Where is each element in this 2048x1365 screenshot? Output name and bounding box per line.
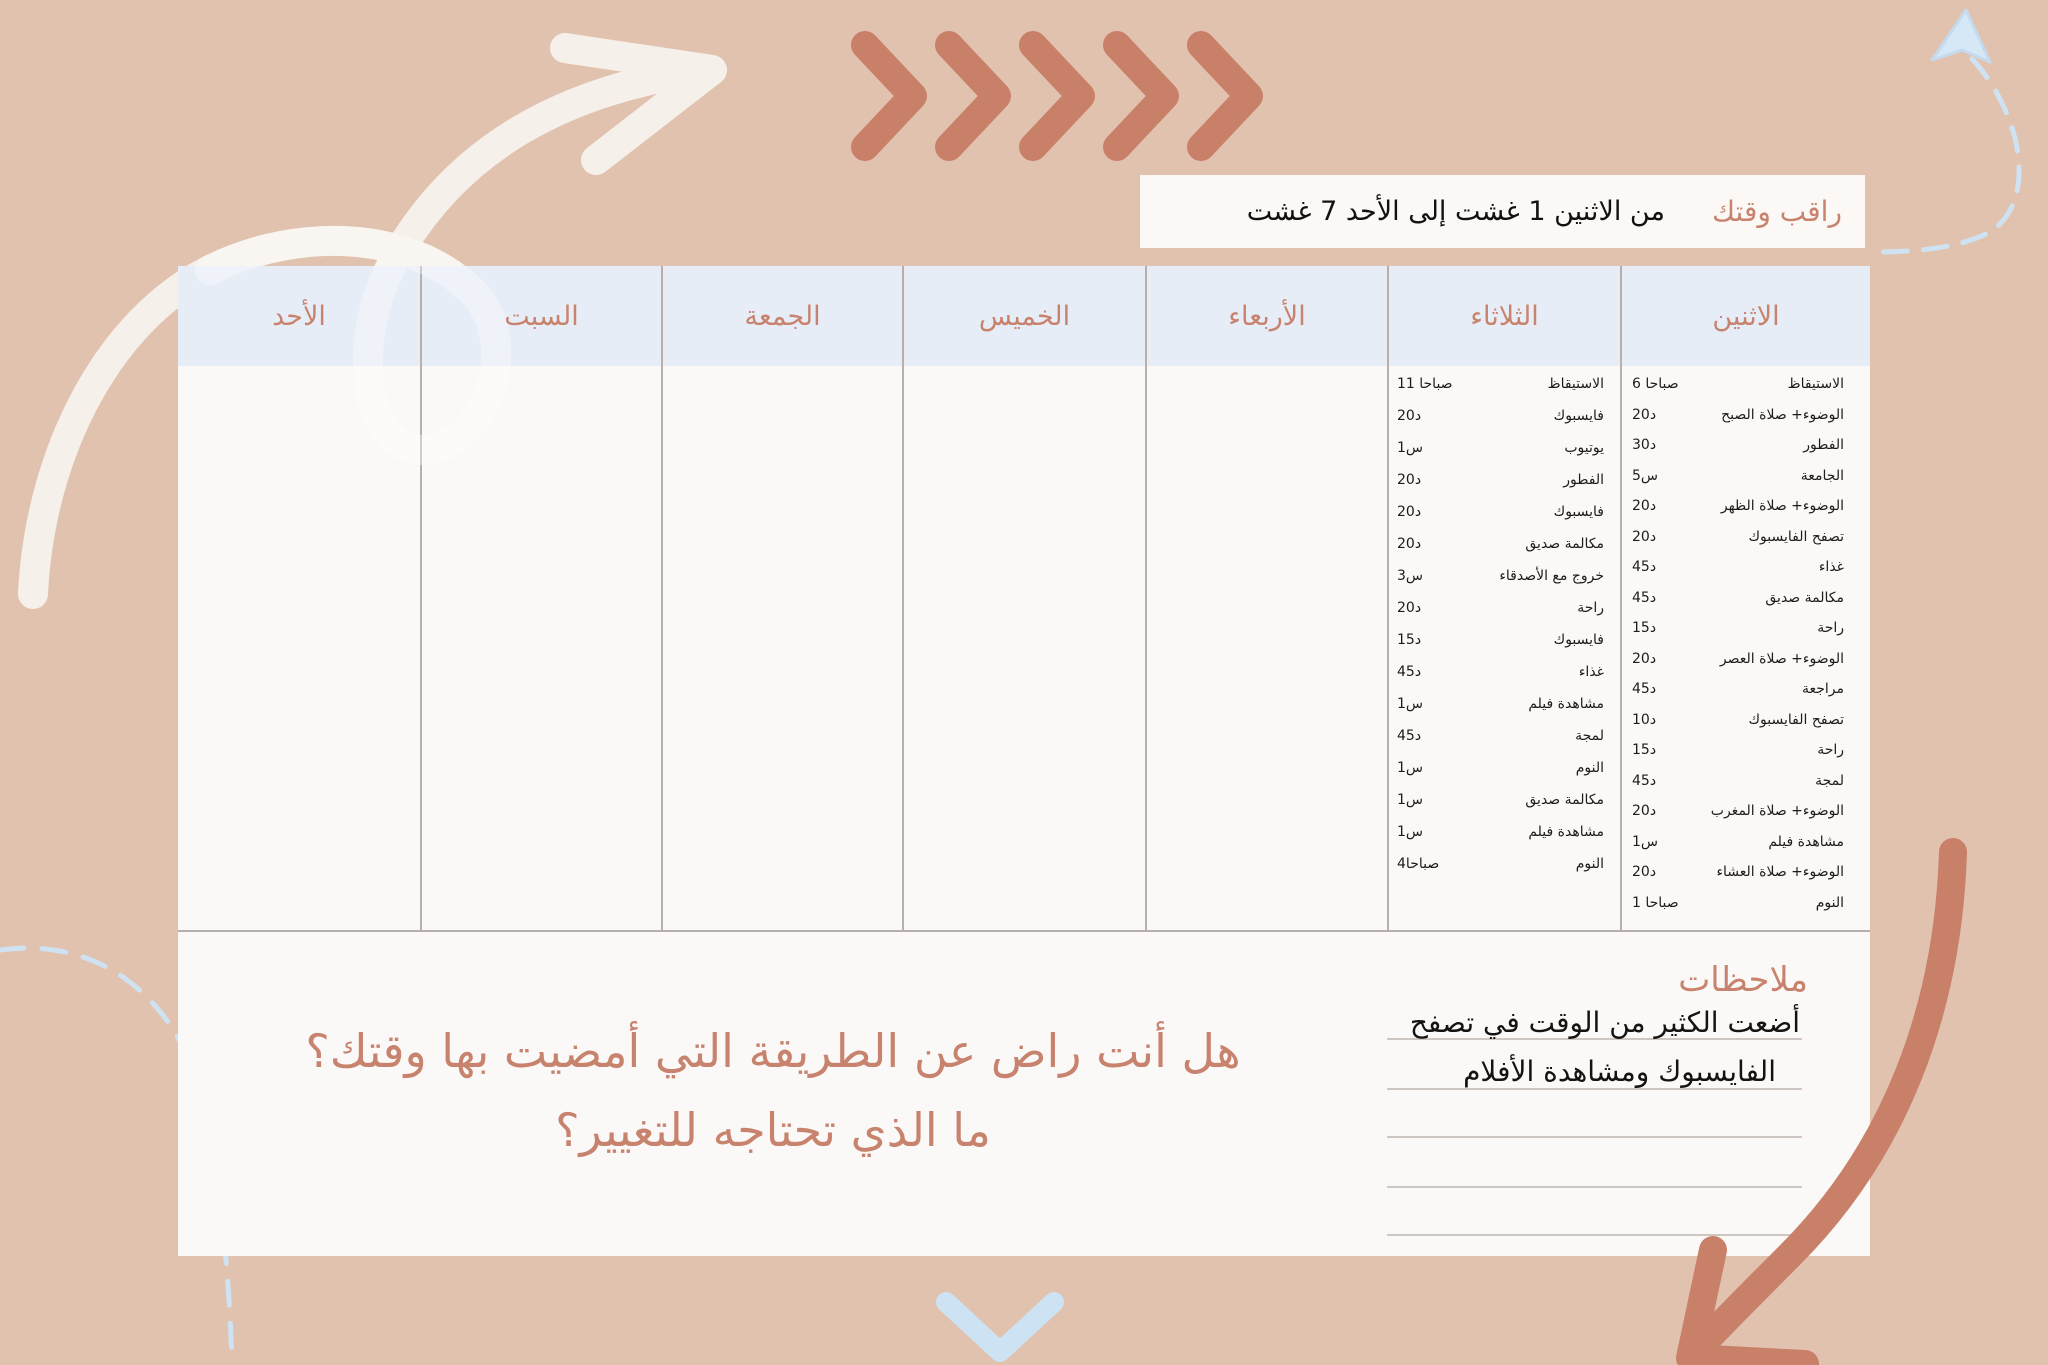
- chevron-right-icon: [1201, 45, 1249, 147]
- schedule-entry: [1397, 528, 1604, 560]
- entry-duration: 11 صباحا: [1397, 376, 1453, 392]
- entry-activity: لمجة: [1815, 772, 1844, 789]
- reflection-area: [178, 930, 1870, 1256]
- schedule-entry: [1632, 796, 1844, 827]
- schedule-entry: [1632, 766, 1844, 797]
- chevron-right-icon: [949, 45, 997, 147]
- chevron-row: [865, 45, 1249, 147]
- entry-duration: 1س: [1397, 696, 1424, 712]
- schedule-entry: [1397, 624, 1604, 656]
- day-header: [178, 266, 420, 366]
- schedule-entry: [1397, 464, 1604, 496]
- day-name: الخميس: [978, 300, 1071, 332]
- entry-duration: 20د: [1397, 600, 1422, 616]
- entry-duration: 20د: [1632, 803, 1657, 820]
- entry-duration: 6 صباحا: [1632, 376, 1679, 393]
- entry-duration: 1س: [1397, 824, 1424, 840]
- schedule-entry: [1632, 430, 1844, 461]
- entry-activity: الجامعة: [1800, 467, 1844, 484]
- date-range: من الاثنين 1 غشت إلى الأحد 7 غشت: [1246, 196, 1665, 227]
- entry-activity: راحة: [1817, 620, 1844, 637]
- entry-activity: مشاهدة فيلم: [1528, 696, 1604, 712]
- entry-activity: النوم: [1575, 760, 1604, 776]
- entry-activity: غذاء: [1818, 559, 1844, 576]
- entry-duration: 45د: [1632, 589, 1657, 606]
- entry-duration: 1س: [1632, 833, 1659, 850]
- schedule-entry: [1632, 522, 1844, 553]
- dashed-arrow-blue-icon: [1868, 59, 2019, 252]
- schedule-entry: [1632, 613, 1844, 644]
- schedule-entry: [1397, 816, 1604, 848]
- entry-duration: 15د: [1632, 742, 1657, 759]
- day-header: [663, 266, 902, 366]
- entry-duration: 20د: [1632, 650, 1657, 667]
- chevron-right-icon: [1117, 45, 1165, 147]
- entry-activity: الاستيقاظ: [1787, 376, 1844, 393]
- schedule-entry: [1632, 461, 1844, 492]
- entry-activity: غذاء: [1578, 664, 1604, 680]
- entry-duration: 20د: [1397, 536, 1422, 552]
- notes-rule-line: [1387, 1136, 1802, 1138]
- day-entries: [178, 366, 420, 930]
- day-entries: [1389, 366, 1620, 930]
- entry-activity: راحة: [1577, 600, 1604, 616]
- entry-activity: مكالمة صديق: [1525, 536, 1604, 552]
- day-entries: [422, 366, 661, 930]
- entry-duration: 5س: [1632, 467, 1659, 484]
- day-name: الثلاثاء: [1470, 300, 1539, 332]
- entry-activity: خروج مع الأصدقاء: [1499, 568, 1604, 584]
- schedule-entry: [1397, 656, 1604, 688]
- entry-activity: الفطور: [1563, 472, 1604, 488]
- page-title: راقب وقتك: [1711, 195, 1842, 228]
- entry-activity: يوتيوب: [1564, 440, 1604, 456]
- schedule-entry: [1632, 491, 1844, 522]
- day-column-sunday: [178, 266, 420, 930]
- entry-duration: 15د: [1632, 620, 1657, 637]
- schedule-entry: [1632, 674, 1844, 705]
- schedule-entry: [1632, 369, 1844, 400]
- reflection-question: هل أنت راض عن الطريقة التي أمضيت بها وقتك؟: [305, 1024, 1241, 1078]
- schedule-entry: [1397, 560, 1604, 592]
- schedule-entry: [1397, 400, 1604, 432]
- notes-rule-line: [1387, 1234, 1802, 1236]
- schedule-entry: [1397, 592, 1604, 624]
- note-text: أضعت الكثير من الوقت في تصفح: [1409, 1006, 1800, 1039]
- entry-activity: الوضوء+ صلاة العصر: [1719, 650, 1844, 667]
- day-header: [904, 266, 1145, 366]
- entry-activity: مكالمة صديق: [1765, 589, 1844, 606]
- day-header: [422, 266, 661, 366]
- day-header: [1622, 266, 1870, 366]
- schedule-entry: [1397, 720, 1604, 752]
- entry-duration: 45د: [1632, 559, 1657, 576]
- entry-activity: فايسبوك: [1553, 504, 1604, 520]
- schedule-entry: [1397, 496, 1604, 528]
- entry-activity: مشاهدة فيلم: [1768, 833, 1844, 850]
- schedule-entry: [1397, 688, 1604, 720]
- entry-activity: راحة: [1817, 742, 1844, 759]
- entry-activity: الاستيقاظ: [1547, 376, 1604, 392]
- schedule-entry: [1632, 827, 1844, 858]
- schedule-entry: [1632, 857, 1844, 888]
- header-bar: [1140, 175, 1865, 248]
- day-name: الاثنين: [1712, 300, 1780, 332]
- entry-activity: مكالمة صديق: [1525, 792, 1604, 808]
- entry-duration: 45د: [1397, 728, 1422, 744]
- day-name: الأربعاء: [1228, 300, 1306, 332]
- day-entries: [904, 366, 1145, 930]
- schedule-entry: [1632, 888, 1844, 919]
- schedule-entry: [1632, 644, 1844, 675]
- arrowhead-brown-icon: [1690, 1250, 1805, 1364]
- schedule-entry: [1397, 752, 1604, 784]
- entry-duration: 1س: [1397, 760, 1424, 776]
- schedule-entry: [1397, 848, 1604, 880]
- schedule-entry: [1632, 400, 1844, 431]
- notes-rule-line: [1387, 1186, 1802, 1188]
- day-name: السبت: [504, 300, 579, 332]
- schedule-entry: [1397, 368, 1604, 400]
- entry-activity: مراجعة: [1801, 681, 1844, 698]
- entry-activity: فايسبوك: [1553, 632, 1604, 648]
- entry-duration: 20د: [1397, 472, 1422, 488]
- day-column-monday: [1620, 266, 1870, 930]
- entry-duration: 45د: [1632, 772, 1657, 789]
- entry-duration: 20د: [1632, 528, 1657, 545]
- day-column-tuesday: [1387, 266, 1620, 930]
- entry-activity: مشاهدة فيلم: [1528, 824, 1604, 840]
- entry-duration: 30د: [1632, 437, 1657, 454]
- entry-duration: 1 صباحا: [1632, 894, 1679, 911]
- entry-duration: 15د: [1397, 632, 1422, 648]
- entry-duration: 20د: [1632, 406, 1657, 423]
- entry-duration: 10د: [1632, 711, 1657, 728]
- schedule-entry: [1397, 432, 1604, 464]
- schedule-entry: [1632, 705, 1844, 736]
- schedule-entry: [1397, 784, 1604, 816]
- reflection-question: ما الذي تحتاجه للتغيير؟: [555, 1103, 991, 1157]
- day-name: الجمعة: [744, 300, 821, 332]
- entry-activity: الفطور: [1803, 437, 1844, 454]
- weekly-planner-table: [178, 266, 1870, 1256]
- day-name: الأحد: [272, 300, 326, 332]
- day-column-friday: [661, 266, 902, 930]
- day-header: [1147, 266, 1387, 366]
- entry-duration: 20د: [1397, 408, 1422, 424]
- day-entries: [1622, 366, 1870, 930]
- entry-duration: 1س: [1397, 792, 1424, 808]
- entry-activity: تصفح الفايسبوك: [1748, 711, 1844, 728]
- note-text: الفايسبوك ومشاهدة الأفلام: [1463, 1055, 1776, 1088]
- chevron-down-icon: [946, 1302, 1054, 1352]
- entry-duration: 1س: [1397, 440, 1424, 456]
- entry-duration: 45د: [1632, 681, 1657, 698]
- entry-activity: الوضوء+ صلاة الصبح: [1721, 406, 1844, 423]
- entry-duration: 20د: [1397, 504, 1422, 520]
- day-header: [1389, 266, 1620, 366]
- notes-title: ملاحظات: [1678, 960, 1808, 1000]
- entry-duration: 20د: [1632, 864, 1657, 881]
- day-entries: [1147, 366, 1387, 930]
- entry-duration: 20د: [1632, 498, 1657, 515]
- day-column-saturday: [420, 266, 661, 930]
- chevron-right-icon: [865, 45, 913, 147]
- chevron-right-icon: [1033, 45, 1081, 147]
- entry-activity: الوضوء+ صلاة الظهر: [1720, 498, 1844, 515]
- day-column-wednesday: [1145, 266, 1387, 930]
- days-grid: [178, 266, 1870, 930]
- entry-activity: الوضوء+ صلاة العشاء: [1716, 864, 1844, 881]
- schedule-entry: [1632, 552, 1844, 583]
- entry-duration: 45د: [1397, 664, 1422, 680]
- entry-activity: الوضوء+ صلاة المغرب: [1710, 803, 1844, 820]
- entry-activity: لمجة: [1575, 728, 1604, 744]
- arrowhead-blue-icon: [1932, 10, 1990, 62]
- schedule-entry: [1632, 735, 1844, 766]
- entry-activity: النوم: [1575, 856, 1604, 872]
- entry-activity: فايسبوك: [1553, 408, 1604, 424]
- entry-activity: النوم: [1815, 894, 1844, 911]
- schedule-entry: [1632, 583, 1844, 614]
- day-column-thursday: [902, 266, 1145, 930]
- arrowhead-white-icon: [565, 48, 712, 160]
- entry-duration: 3س: [1397, 568, 1424, 584]
- entry-duration: 4صباحا: [1397, 856, 1440, 872]
- entry-activity: تصفح الفايسبوك: [1748, 528, 1844, 545]
- day-entries: [663, 366, 902, 930]
